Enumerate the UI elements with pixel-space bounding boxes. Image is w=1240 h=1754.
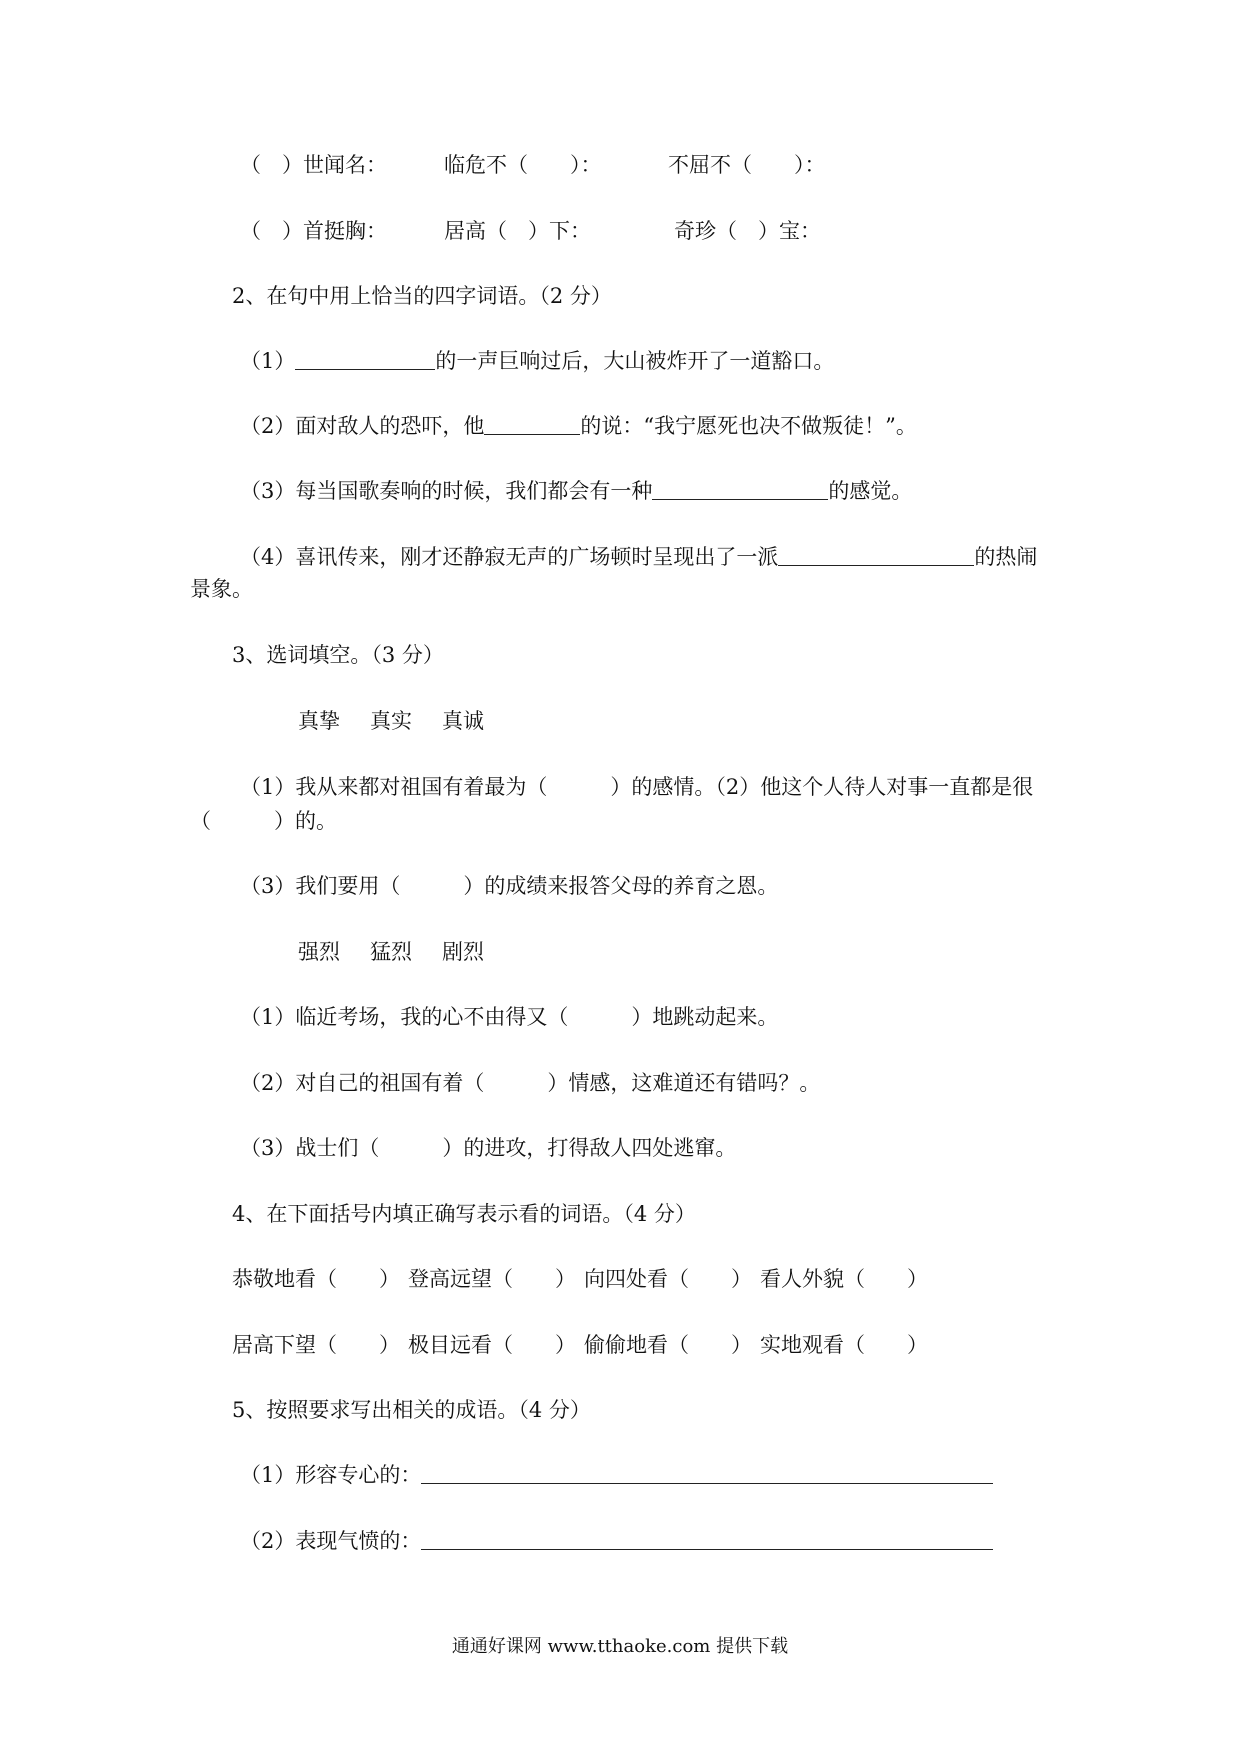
q3-g1-line2: （3）我们要用（ ）的成绩来报答父母的养育之恩。	[240, 874, 779, 898]
answer-blank[interactable]	[421, 1461, 993, 1484]
q5-item-1	[240, 1460, 993, 1490]
q4-title: 4、在下面括号内填正确写表示看的词语。（4 分）	[232, 1202, 696, 1226]
q4-item: 登高远望（ ）	[408, 1267, 576, 1291]
q3-g1-line1-cont: （ ）的。	[190, 809, 337, 833]
q2-item-text: 的一声巨响过后，大山被炸开了一道豁口。	[435, 349, 835, 373]
idiom-item: 奇珍（ ）宝：	[674, 219, 821, 243]
idiom-item: 临危不（ ）：	[444, 153, 602, 177]
q5-item-text: （1）形容专心的：	[240, 1463, 422, 1487]
q3-g2-line1: （1）临近考场，我的心不由得又（ ）地跳动起来。	[240, 1005, 779, 1029]
answer-blank[interactable]	[652, 477, 828, 500]
answer-blank[interactable]	[484, 412, 580, 435]
q4-item: 居高下望（ ）	[232, 1333, 400, 1357]
answer-blank[interactable]	[421, 1527, 993, 1550]
idiom-item: 居高（ ）下：	[444, 219, 591, 243]
q2-item-4	[240, 542, 1037, 572]
q2-item-text: 的热闹	[974, 545, 1038, 569]
q5-item-text: （2）表现气愤的：	[240, 1529, 422, 1553]
word-bank-word: 剧烈	[442, 940, 484, 964]
word-bank-word: 猛烈	[370, 940, 412, 964]
q2-item-text: （2）面对敌人的恐吓，他	[240, 414, 485, 438]
q4-item: 极目远看（ ）	[408, 1333, 576, 1357]
q4-item: 实地观看（ ）	[760, 1333, 928, 1357]
q2-item-text: （1）	[240, 349, 296, 373]
q2-item-4-cont: 景象。	[190, 577, 253, 601]
q2-item-text: 的感觉。	[828, 479, 913, 503]
word-bank-word: 真实	[370, 709, 412, 733]
idiom-item: （ ）世闻名：	[240, 153, 387, 177]
word-bank-word: 真挚	[298, 709, 340, 733]
q3-g2-line2: （2）对自己的祖国有着（ ）情感，这难道还有错吗？。	[240, 1071, 821, 1095]
idiom-item: 不屈不（ ）：	[668, 153, 826, 177]
q2-item-text: （4）喜讯传来，刚才还静寂无声的广场顿时呈现出了一派	[240, 545, 779, 569]
idiom-item: （ ）首挺胸：	[240, 219, 387, 243]
q2-item-text: （3）每当国歌奏响的时候，我们都会有一种	[240, 479, 653, 503]
word-bank-word: 强烈	[298, 940, 340, 964]
q2-item-text: 的说：“我宁愿死也决不做叛徒！”。	[580, 414, 917, 438]
q4-item: 偷偷地看（ ）	[584, 1333, 752, 1357]
q2-item-1	[240, 346, 834, 376]
q4-item: 看人外貌（ ）	[760, 1267, 928, 1291]
q2-title: 2、在句中用上恰当的四字词语。（2 分）	[232, 284, 612, 308]
q5-item-2	[240, 1526, 993, 1556]
q2-item-2	[240, 411, 917, 441]
q4-item: 向四处看（ ）	[584, 1267, 752, 1291]
q3-g1-line1: （1）我从来都对祖国有着最为（ ）的感情。（2）他这个人待人对事一直都是很	[240, 775, 1034, 799]
q3-g2-line3: （3）战士们（ ）的进攻，打得敌人四处逃窜。	[240, 1136, 737, 1160]
q2-item-3	[240, 476, 912, 506]
answer-blank[interactable]	[778, 543, 974, 566]
q5-title: 5、按照要求写出相关的成语。（4 分）	[232, 1398, 591, 1422]
q3-title: 3、选词填空。（3 分）	[232, 643, 444, 667]
q4-item: 恭敬地看（ ）	[232, 1267, 400, 1291]
page-footer: 通通好课网 www.tthaoke.com 提供下载	[451, 1636, 789, 1657]
word-bank-word: 真诚	[442, 709, 484, 733]
answer-blank[interactable]	[295, 347, 435, 370]
